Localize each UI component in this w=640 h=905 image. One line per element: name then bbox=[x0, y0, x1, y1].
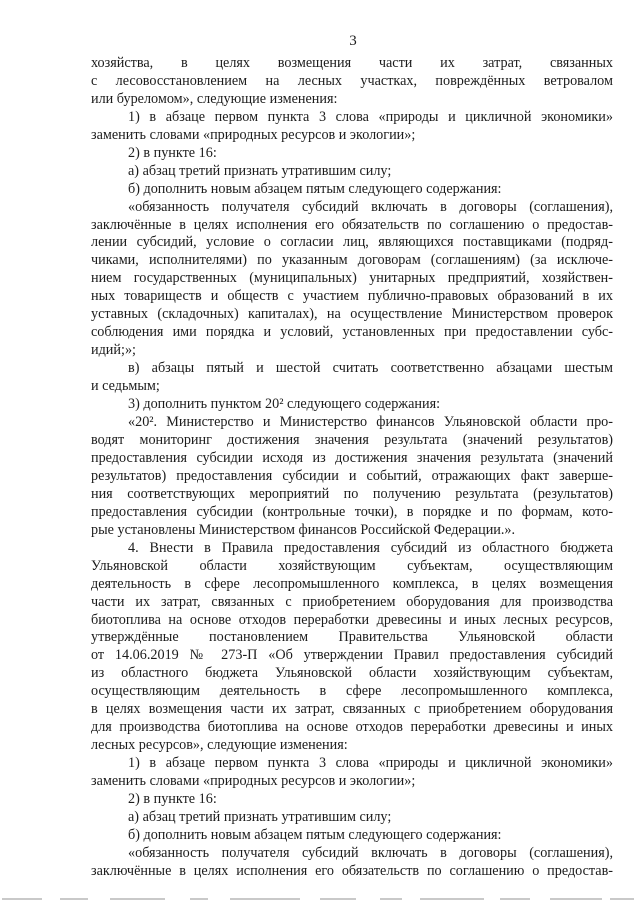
text-line: «обязанность получателя субсидий включать в договоры (соглашения), bbox=[128, 198, 613, 215]
scan-strip-segment bbox=[60, 898, 88, 900]
text-line: уставных (складочных) капиталах), на осуществление Министерством проверок bbox=[91, 306, 613, 323]
text-line: рые установлены Министерством финансов Российской Федерации.». bbox=[91, 521, 516, 538]
document-page bbox=[91, 33, 613, 881]
text-line: части их затрат, связанных с приобретением оборудования для производства bbox=[91, 593, 613, 610]
text-line: и седьмым; bbox=[91, 378, 160, 395]
text-line: б) дополнить новым абзацем пятым следующего содержания: bbox=[128, 180, 502, 197]
text-line: 2) в пункте 16: bbox=[128, 791, 217, 808]
scan-strip-segment bbox=[500, 898, 530, 900]
text-line: Ульяновской области хозяйствующим субъектам, осуществляющим bbox=[91, 557, 613, 574]
text-line: 1) в абзаце первом пункта 3 слова «природы и цикличной экономики» bbox=[128, 108, 613, 125]
text-line: от 14.06.2019 № 273-П «Об утверждении Правил предоставления субсидий bbox=[91, 647, 613, 664]
scan-strip-segment bbox=[2, 898, 42, 900]
text-line: для производства биотоплива на основе отходов переработки древесины и иных bbox=[91, 719, 613, 736]
scan-strip-segment bbox=[380, 898, 402, 900]
text-line: заменить словами «природных ресурсов и экологии»; bbox=[91, 126, 416, 143]
text-line: хозяйства, в целях возмещения части их затрат, связанных bbox=[91, 54, 613, 71]
scan-strip-segment bbox=[110, 898, 165, 900]
page-number: 3 bbox=[349, 33, 357, 49]
text-line: 2) в пункте 16: bbox=[128, 144, 217, 161]
text-line: «20². Министерство и Министерство финансов Ульяновской области про- bbox=[128, 414, 613, 431]
text-line: заключённые в целях исполнения его обязательств по соглашению о предостав- bbox=[91, 862, 613, 879]
text-line: утверждённые постановлением Правительства Ульяновской области bbox=[91, 629, 613, 646]
text-line: 1) в абзаце первом пункта 3 слова «природы и цикличной экономики» bbox=[128, 755, 613, 772]
text-line: «обязанность получателя субсидий включать в договоры (соглашения), bbox=[128, 844, 613, 861]
scan-edge-strip bbox=[0, 895, 640, 905]
text-line: или буреломом», следующие изменения: bbox=[91, 90, 338, 107]
scan-strip-segment bbox=[230, 898, 300, 900]
text-line: осуществляющим деятельность в сфере лесопромышленного комплекса, bbox=[91, 683, 613, 700]
text-line: ных товариществ и обществ с участием публично-правовых образований в их bbox=[91, 288, 613, 305]
text-line: в) абзацы пятый и шестой считать соответственно абзацами шестым bbox=[128, 360, 613, 377]
text-line: а) абзац третий признать утратившим силу; bbox=[128, 808, 392, 825]
text-line: в целях возмещения части их затрат, связанных с приобретением оборудования bbox=[91, 701, 613, 718]
text-line: чиками, исполнителями) по указанным договорам (соглашениям) (за исключе- bbox=[91, 252, 613, 269]
text-line: 4. Внести в Правила предоставления субсидий из областного бюджета bbox=[128, 539, 613, 556]
text-line: предоставления субсидии (контрольные точки), в порядке и по формам, кото- bbox=[91, 503, 613, 520]
text-line: биотоплива на основе отходов переработки древесины и иных лесных ресурсов, bbox=[91, 611, 613, 628]
text-line: идий;»; bbox=[91, 342, 136, 359]
scan-strip-segment bbox=[190, 898, 208, 900]
text-line: лесных ресурсов», следующие изменения: bbox=[91, 737, 348, 754]
scan-strip-segment bbox=[420, 898, 484, 900]
text-line: водят мониторинг достижения значения результата (значений результатов) bbox=[91, 431, 613, 448]
text-line: предоставления субсидии исходя из достижения значения результата (значений bbox=[91, 449, 613, 466]
scan-strip-segment bbox=[320, 898, 356, 900]
text-line: лении субсидий, условие о согласии лиц, являющихся поставщиками (подряд- bbox=[91, 234, 613, 251]
text-line: результатов) предоставления субсидии и событий, отражающих факт заверше- bbox=[91, 467, 613, 484]
text-line: из областного бюджета Ульяновской области хозяйствующим субъектам, bbox=[91, 665, 613, 682]
document-body bbox=[91, 55, 613, 881]
text-line: соблюдения ими порядка и условий, установленных при предоставлении субс- bbox=[91, 324, 613, 341]
text-line: заключённые в целях исполнения его обязательств по соглашению о предостав- bbox=[91, 216, 613, 233]
scan-strip-segment bbox=[550, 898, 602, 900]
text-line: 3) дополнить пунктом 20² следующего содержания: bbox=[128, 396, 441, 413]
text-line: а) абзац третий признать утратившим силу; bbox=[128, 162, 392, 179]
text-line: ния соответствующих мероприятий по получению результата (результатов) bbox=[91, 485, 613, 502]
text-line: заменить словами «природных ресурсов и экологии»; bbox=[91, 773, 416, 790]
text-line: деятельность в сфере лесопромышленного комплекса, в целях возмещения bbox=[91, 575, 613, 592]
scan-strip-segment bbox=[610, 898, 634, 900]
text-line: нием государственных (муниципальных) унитарных предприятий, хозяйствен- bbox=[91, 270, 613, 287]
text-line: с лесовосстановлением на лесных участках, повреждённых ветровалом bbox=[91, 72, 613, 89]
text-line: б) дополнить новым абзацем пятым следующего содержания: bbox=[128, 826, 502, 843]
